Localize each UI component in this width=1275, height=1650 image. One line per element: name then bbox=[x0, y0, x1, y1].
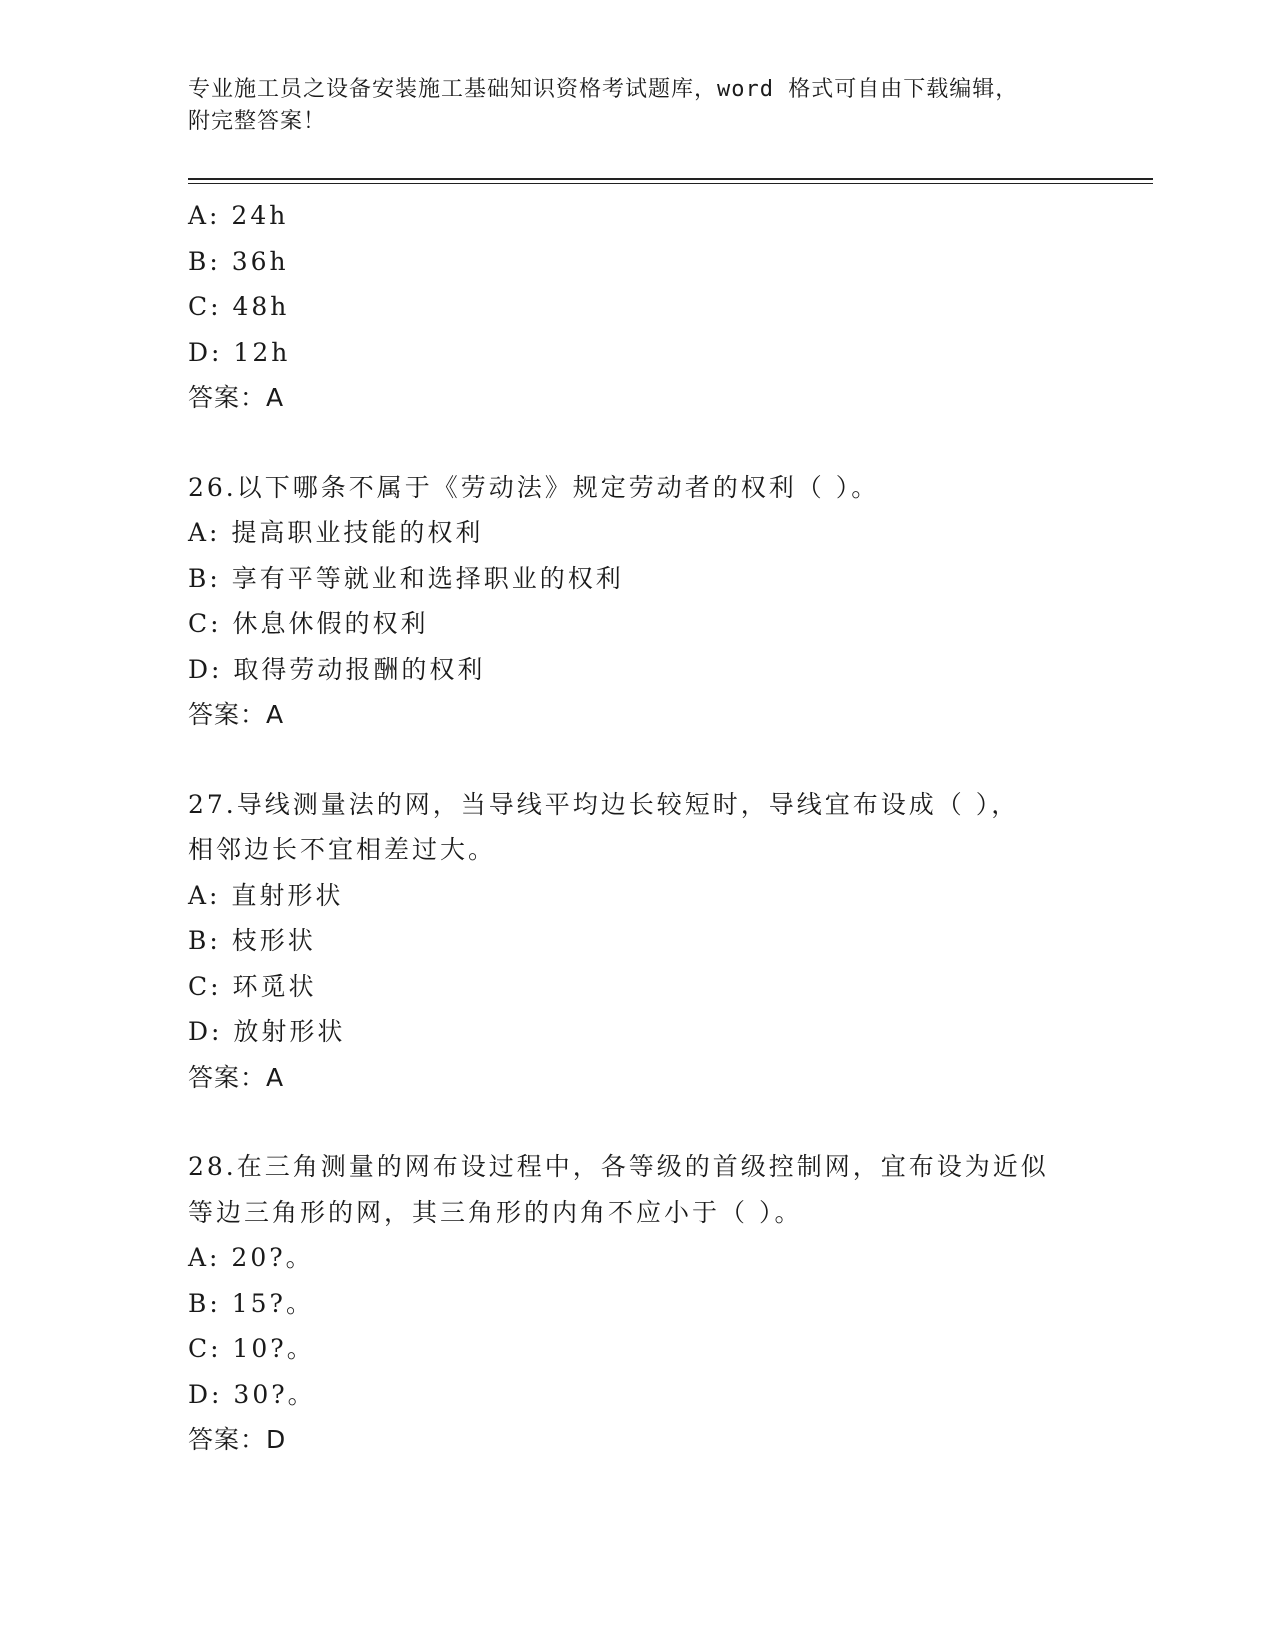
header-line-1: 专业施工员之设备安装施工基础知识资格考试题库，word 格式可自由下载编辑， bbox=[188, 77, 1019, 102]
question-stem: 26.以下哪条不属于《劳动法》规定劳动者的权利（ ）。 bbox=[188, 472, 880, 502]
option-b: B: 享有平等就业和选择职业的权利 bbox=[188, 563, 624, 593]
answer: 答案：A bbox=[188, 383, 285, 412]
answer: 答案：A bbox=[188, 700, 285, 729]
option-a: A: 20?。 bbox=[188, 1243, 314, 1272]
option-a: A: 直射形状 bbox=[188, 880, 344, 910]
option-d: D: 12h bbox=[188, 337, 291, 367]
option-c: C: 环觅状 bbox=[188, 971, 317, 1001]
question-list bbox=[188, 193, 1088, 1463]
option-c: C: 48h bbox=[188, 292, 290, 321]
question-stem-line-2: 等边三角形的网，其三角形的内角不应小于（ ）。 bbox=[188, 1197, 803, 1227]
option-d: D: 放射形状 bbox=[188, 1017, 346, 1046]
option-b: B: 枝形状 bbox=[188, 926, 316, 955]
question-25 bbox=[188, 193, 1088, 421]
header-rule-thick bbox=[188, 178, 1153, 180]
question-stem-line-1: 27.导线测量法的网，当导线平均边长较短时，导线宜布设成（ ）， bbox=[188, 789, 1020, 819]
option-d: D: 取得劳动报酬的权利 bbox=[188, 654, 486, 684]
option-c: C: 10?。 bbox=[188, 1334, 315, 1363]
document-header bbox=[188, 74, 1088, 138]
question-28 bbox=[188, 1144, 1088, 1463]
question-stem-line-2: 相邻边长不宜相差过大。 bbox=[188, 835, 497, 864]
option-b: B: 36h bbox=[188, 246, 289, 276]
answer: 答案：A bbox=[188, 1062, 285, 1092]
option-a: A: 24h bbox=[188, 201, 289, 230]
question-27 bbox=[188, 782, 1088, 1101]
option-b: B: 15?。 bbox=[188, 1288, 314, 1318]
answer: 答案：D bbox=[188, 1425, 287, 1454]
header-rule-thin bbox=[188, 183, 1153, 184]
question-26 bbox=[188, 465, 1088, 738]
option-c: C: 休息休假的权利 bbox=[188, 609, 429, 638]
option-a: A: 提高职业技能的权利 bbox=[188, 518, 484, 547]
header-line-2: 附完整答案！ bbox=[188, 109, 327, 134]
option-d: D: 30?。 bbox=[188, 1379, 316, 1409]
question-stem-line-1: 28.在三角测量的网布设过程中，各等级的首级控制网，宜布设为近似 bbox=[188, 1152, 1049, 1181]
